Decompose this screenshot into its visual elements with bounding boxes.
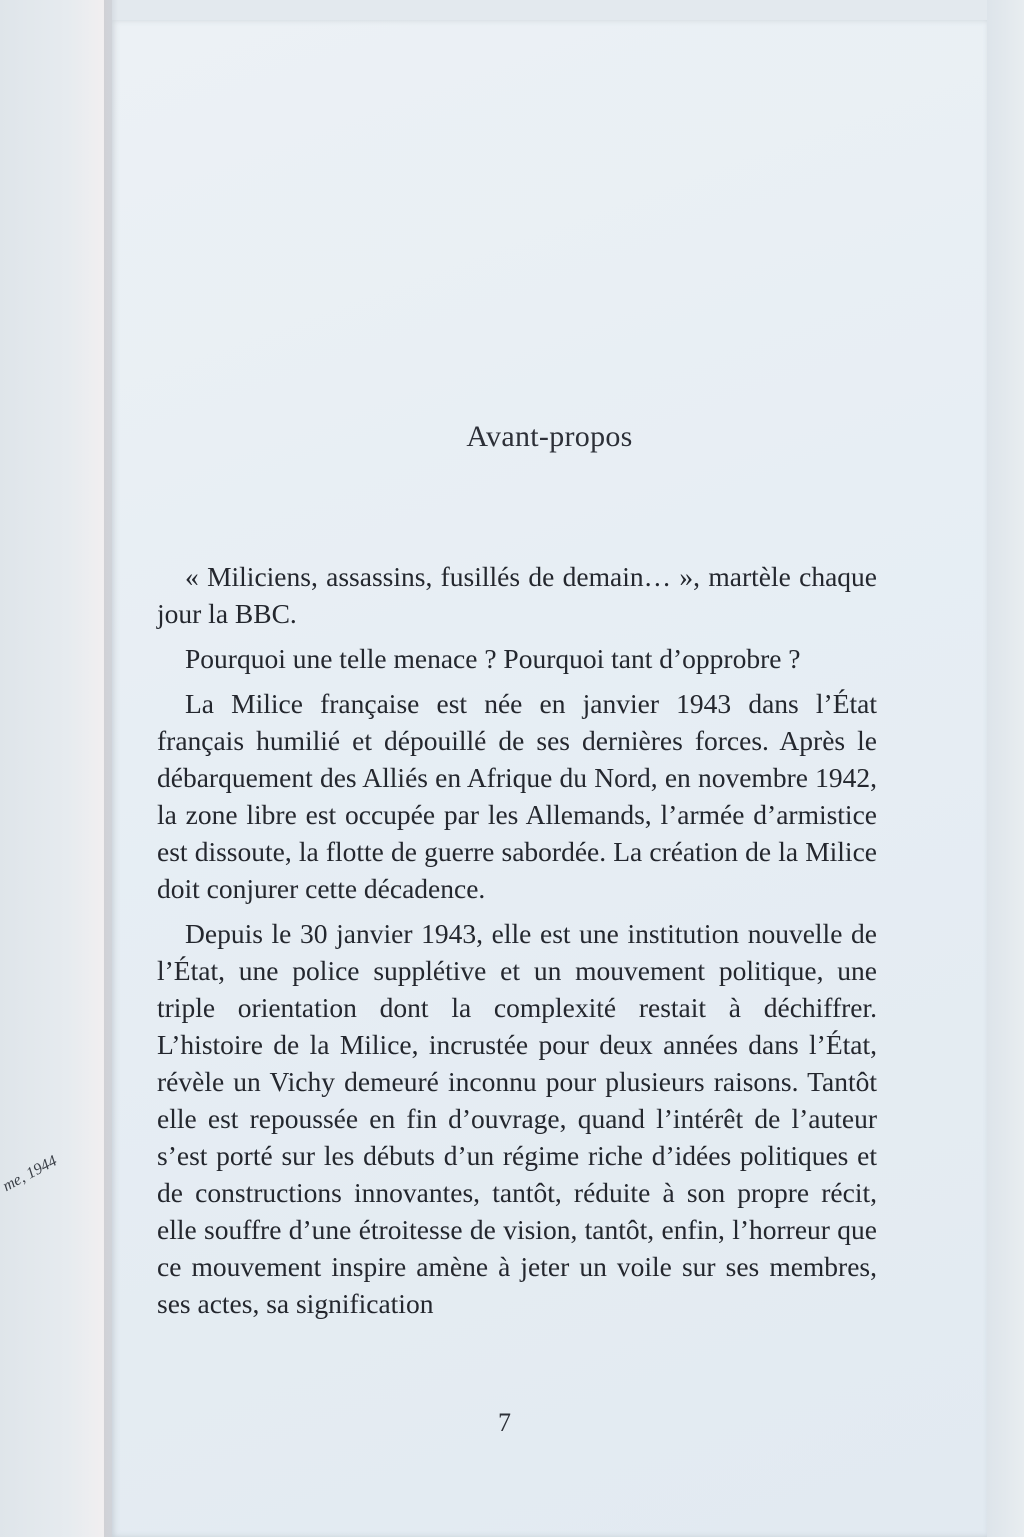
paragraph: Depuis le 30 janvier 1943, elle est une institution nouvelle de l’État, une police supplétive et un mouvement politique, une triple orientation dont la complexité restait à déchiffrer. L’histoire de la Milice, incrustée pour deux années dans l’État, révèle un Vichy demeuré inconnu pour plusieurs raisons. Tantôt elle est repoussée en fin d’ouvrage, quand l’intérêt de l’auteur s’est porté sur les débuts d’un régime riche d’idées politiques et de constructions innovantes, tantôt, réduite à son propre récit, elle souffre d’une étroitesse de vision, tantôt, enfin, l’horreur que ce mouvement inspire amène à jeter un voile sur ses membres, ses actes, sa signification: [157, 918, 877, 1319]
paragraph: « Miliciens, assassins, fusillés de demain… », martèle chaque jour la BBC.: [157, 561, 877, 629]
previous-page-text-fragment: me, 1944: [0, 1152, 60, 1196]
page-edge-background: [987, 0, 1024, 1537]
page-number: 7: [498, 1408, 511, 1437]
book-page: [112, 20, 987, 1537]
previous-page: [0, 0, 112, 1537]
body-text: [157, 558, 877, 1330]
paragraph: Pourquoi une telle menace ? Pourquoi tant d’opprobre ?: [185, 643, 801, 674]
chapter-title: Avant-propos: [466, 420, 633, 453]
paragraph: La Milice française est née en janvier 1943 dans l’État français humilié et dépouillé de ses dernières forces. Après le débarquement des Alliés en Afrique du Nord, en novembre 1942, la zone libre est occupée par les Allemands, l’armée d’armistice est dissoute, la flotte de guerre sabordée. La création de la Milice doit conjurer cette décadence.: [157, 688, 877, 904]
